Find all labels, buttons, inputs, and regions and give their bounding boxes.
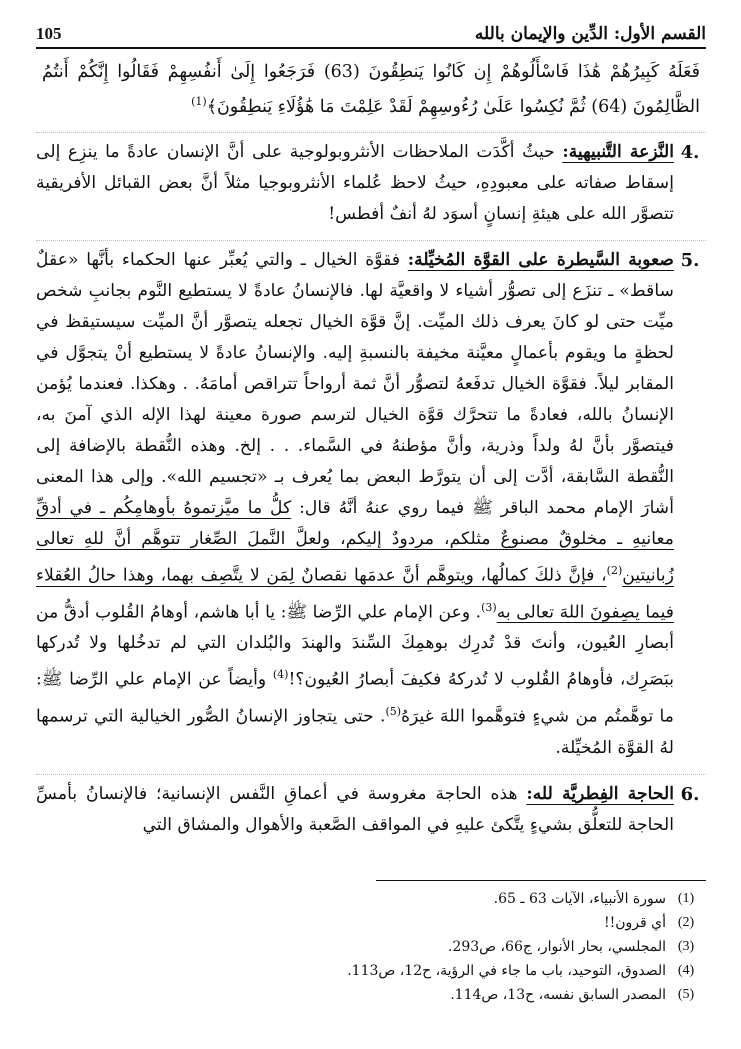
- item-text: . وعن الإمام علي الرِّضا ﷺ: يا أبا هاشم، أوهامُ القُلوب أدقُّ من أبصارِ العُيون، وأنتَ قدْ تُدرِك بوهمِكَ السِّندَ والهندَ والبُلدان التي لم تدخُلها ولا تُدركها ببَصَرِك، فأوهامُ القُلوب لا تُدركهُ فكيفَ أبصارُ العُيون؟!: [36, 602, 675, 691]
- footnote-text: أي قرون!!: [603, 915, 666, 931]
- item-body: [36, 779, 674, 841]
- footnote-number: (1): [677, 891, 695, 906]
- underlined-quote: ، فإنَّ ذلكَ كمالُها، ويتوهَّم أنَّ عدمَها نقصانٌ لِمَن لا يتَّصِف بهما، وهذا حالُ العُقلاء فيما يصِفونَ اللهَ تعالى به: [36, 565, 675, 623]
- list-item: [36, 774, 706, 841]
- footnote-text: المصدر السابق نفسه، ح13، ص114.: [450, 987, 666, 1003]
- item-heading: صعوبة السَّيطرة على القوَّة المُخيِّلة:: [407, 249, 674, 270]
- footnote: [36, 983, 706, 1007]
- footnote-ref: (2): [606, 563, 623, 577]
- item-number: 5.: [680, 249, 700, 271]
- footnote-ref: (5): [385, 705, 402, 719]
- footnote-number: (4): [677, 963, 695, 978]
- footnote-text: المجلسي، بحار الأنوار، ج66، ص293.: [447, 939, 666, 955]
- quran-verse: [42, 57, 700, 122]
- verse-text: فَعَلَهُ كَبِيرُهُمْ هَٰذَا فَاسْأَلُوهُمْ إِن كَانُوا يَنطِقُونَ (63) فَرَجَعُوا إِلَىٰ أَنفُسِهِمْ فَقَالُوا إِنَّكُمْ أَنتُمُ الظَّالِمُونَ (64) ثُمَّ نُكِسُوا عَلَىٰ رُءُوسِهِمْ لَقَدْ عَلِمْتَ مَا هَٰؤُلَاءِ يَنطِقُونَ﴾: [42, 62, 700, 117]
- list-item: [36, 132, 706, 230]
- list-item: [36, 240, 706, 764]
- item-heading: الحاجة الفِطريَّة لله:: [526, 783, 674, 804]
- item-text: هذه الحاجة مغروسة في أعماقِ النَّفس الإنسانية؛ فالإنسانُ بأمسِّ الحاجة للتعلُّق بشيءٍ يتَّكئ عليهِ في المواقف الصَّعبة والأهوال والمشاق التي: [36, 783, 674, 835]
- item-text: . حتى يتجاوز الإنسانُ الصُّور الخيالية التي ترسمها لهُ القوَّة المُخيِّلة.: [36, 706, 674, 758]
- item-heading: النَّزعة التَّنبيهية:: [562, 141, 675, 162]
- item-number: 4.: [680, 141, 700, 163]
- page-number: 105: [36, 24, 62, 43]
- item-text: فقوَّة الخيال ـ والتي يُعبِّر عنها الحكماء بأنَّها «عقلٌ ساقط» ـ تنزَع إلى تصوُّر أشياء لا واقعيَّة لها. فالإنسانُ عادةً لا يستطيع النَّوم بجانبِ شخص ميِّت حتى لو كانَ يعرف ذلك الميِّت. إنَّ قوَّة الخيال تجعله يتصوَّر أنَّ الميِّت سيستيقظ في لحظةٍ ما ويقوم بأعمالٍ معيَّنة مخيفة بالنسبةِ إليه. والإنسانُ عادةً لا يستطيع أنْ يتجوَّل في المقابر ليلاً. فقوَّة الخيال تدفَعهُ لتصوُّر أنَّ ثمة أرواحاً تتراقص أمامَهُ. . وهكذا. فعندما يُؤمن الإنسانُ بالله، فعادةً ما تتحرَّك قوَّة الخيال لترسم صورة معينة لهذا الإله الذي آمنَ به، فيتصوَّر بأنَّ لهُ ولداً وذرية، وأنَّ مؤطنهُ في السَّماء. . . إلخ. وهذه النُّقطة بالإضافة إلى النُّقطة السَّابقة، أدَّت إلى أن يتورَّط البعض بما يُعرف بـ «تجسيم الله». وإلى هذا المعنى أشارَ الإمام محمد الباقر ﷺ فيما روي عنهُ أنَّهُ قال:: [36, 249, 674, 518]
- footnote-ref: (1): [191, 95, 207, 108]
- item-text: وأيضاً عن الإمام علي الرِّضا ﷺ: ما توهَّمتُم من شيءٍ فتوهَّموا اللهَ غيرَهُ: [36, 670, 674, 727]
- footnote-number: (2): [677, 915, 695, 930]
- page: [36, 22, 706, 841]
- footnote: [36, 887, 706, 911]
- footnote-number: (3): [677, 939, 695, 954]
- underlined-quote: كلُّ ما ميَّزتموهُ بأوهامِكُم ـ في أدقِّ معانيهِ ـ مخلوقٌ مصنوعٌ مثلكم، مردودٌ إليكم، ولعلَّ النَّملَ الصِّغار تتوهَّم أنَّ للهِ تعالى زُبانيتين: [36, 497, 674, 586]
- item-body: [36, 137, 674, 230]
- footnote-divider: [376, 880, 706, 881]
- footnote: [36, 959, 706, 983]
- footnote: [36, 911, 706, 935]
- footnote: [36, 935, 706, 959]
- footnotes: [36, 880, 706, 1007]
- running-title: القسم الأول: الدِّين والإيمان بالله: [474, 24, 706, 44]
- footnote-ref: (3): [481, 600, 497, 614]
- footnote-text: الصدوق، التوحيد، باب ما جاء في الرؤية، ح12، ص113.: [347, 963, 666, 979]
- page-header: [36, 22, 706, 49]
- item-body: [36, 245, 674, 764]
- footnote-text: سورة الأنبياء، الآيات 63 ـ 65.: [493, 891, 666, 907]
- item-text: حيثُ أكَّدَت الملاحظات الأنثروبولوجية على أنَّ الإنسان عادةً ما ينزِع إلى إسقاط صفاته على معبودِهِ، حيثُ لاحظ عُلماء الأنثروبوجيا مثلاً أنَّ بعض القبائل الأفريقية تتصوَّر الله على هيئةِ إنسانٍ أسوَد لهُ أنفٌ أفطس!: [36, 141, 674, 224]
- footnote-number: (5): [677, 987, 695, 1002]
- item-number: 6.: [680, 783, 700, 805]
- footnote-ref: (4): [272, 668, 289, 682]
